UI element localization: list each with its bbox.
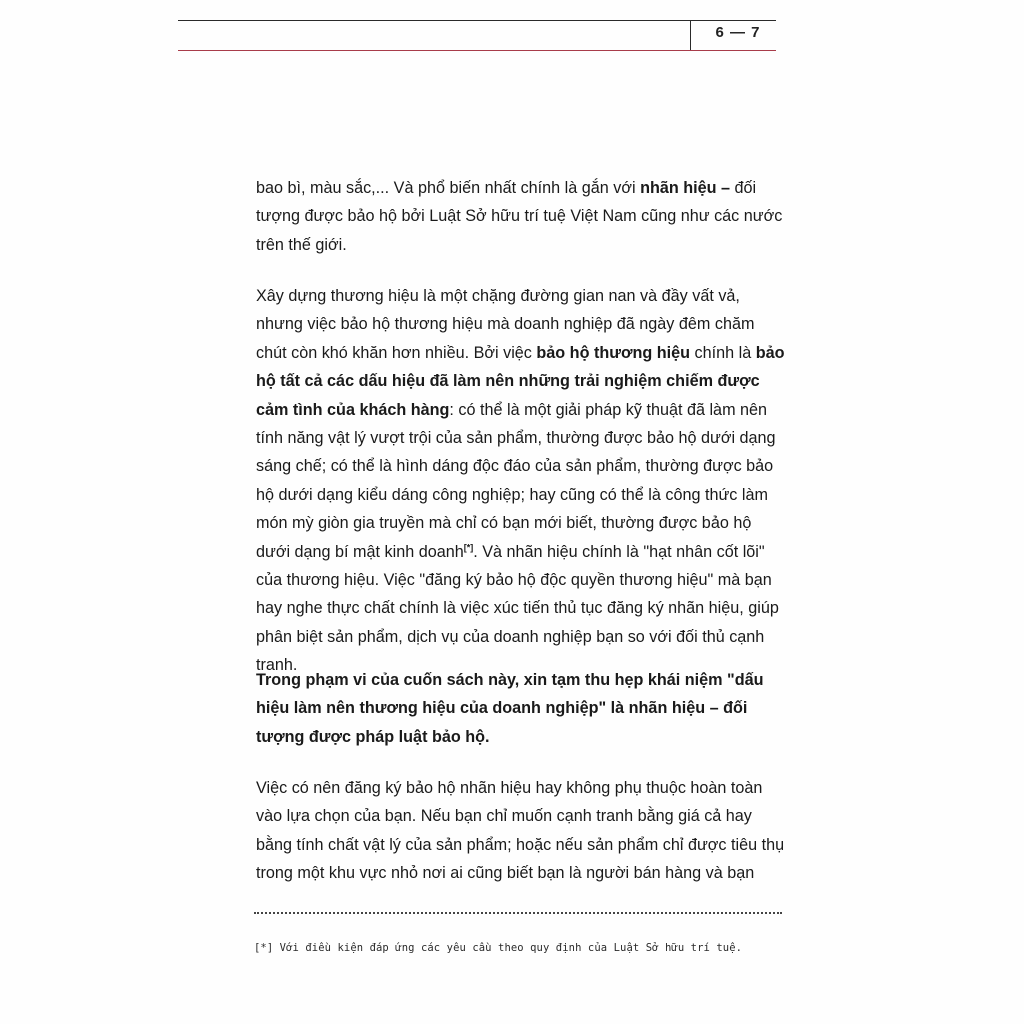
paragraph-2	[256, 282, 786, 680]
p2-bold-brand-protection: bảo hộ thương hiệu	[536, 343, 691, 362]
footnote: [*] Với điều kiện đáp ứng các yêu cầu theo quy định của Luật Sở hữu trí tuệ.	[254, 942, 743, 954]
paragraph-3-bold	[256, 666, 786, 751]
footnote-reference: [*]	[463, 542, 474, 553]
p2-text-e: : có thể là một giải pháp kỹ thuật đã làm nên tính năng vật lý vượt trội của sản phẩm, thường được bảo hộ dưới dạng sáng chế; có thể là hình dáng độc đáo của sản phẩm, thường được bảo hộ dưới dạng kiểu dáng công nghiệp; hay cũng có thể là công thức làm món mỳ giòn gia truyền mà chỉ có bạn mới biết, thường được bảo hộ dưới dạng bí mật kinh doanh	[256, 400, 776, 561]
p1-bold-trademark: nhãn hiệu –	[640, 179, 735, 197]
p2-text-a: Xây dựng thương hiệu là một chặng đường gian nan và đầy vất vả, nhưng việc bảo hộ thương hiệu mà doanh nghiệp đã ngày đêm chăm chút còn khó khăn hơn nhiều. Bởi việc	[256, 287, 755, 362]
p1-text-a: bao bì, màu sắc,... Và phổ biến nhất chính là gắn với	[256, 179, 641, 197]
paragraph-4	[256, 774, 786, 888]
p1-text-c: đối tượng được bảo hộ bởi Luật Sở hữu trí tuệ Việt Nam cũng như các nước trên thế giới.	[256, 179, 783, 254]
header-rule-top	[178, 20, 776, 21]
page-number: 6 — 7	[715, 24, 761, 41]
paragraph-1	[256, 174, 786, 259]
header-rule-divider	[690, 20, 691, 50]
p2-text-f: . Và nhãn hiệu chính là "hạt nhân cốt lõi" của thương hiệu. Việc "đăng ký bảo hộ độc quyền thương hiệu" mà bạn hay nghe thực chất chính là việc xúc tiến thủ tục đăng ký nhãn hiệu, giúp phân biệt sản phẩm, dịch vụ của doanh nghiệp bạn so với đối thủ cạnh tranh.	[256, 542, 779, 675]
footnote-separator	[254, 912, 782, 914]
p2-text-c: chính là	[690, 343, 756, 362]
p2-bold-protect-all-signs: bảo hộ tất cả các dấu hiệu đã làm nên những trải nghiệm chiếm được cảm tình của khách hàng	[256, 343, 785, 419]
p3-text: Trong phạm vi của cuốn sách này, xin tạm thu hẹp khái niệm "dấu hiệu làm nên thương hiệu của doanh nghiệp" là nhãn hiệu – đối tượng được pháp luật bảo hộ.	[256, 671, 764, 746]
p4-text: Việc có nên đăng ký bảo hộ nhãn hiệu hay không phụ thuộc hoàn toàn vào lựa chọn của bạn. Nếu bạn chỉ muốn cạnh tranh bằng giá cả hay bằng tính chất vật lý của sản phẩm; hoặc nếu sản phẩm chỉ được tiêu thụ trong một khu vực nhỏ nơi ai cũng biết bạn là người bán hàng và bạn	[256, 779, 785, 883]
header-rule-bottom	[178, 50, 776, 51]
